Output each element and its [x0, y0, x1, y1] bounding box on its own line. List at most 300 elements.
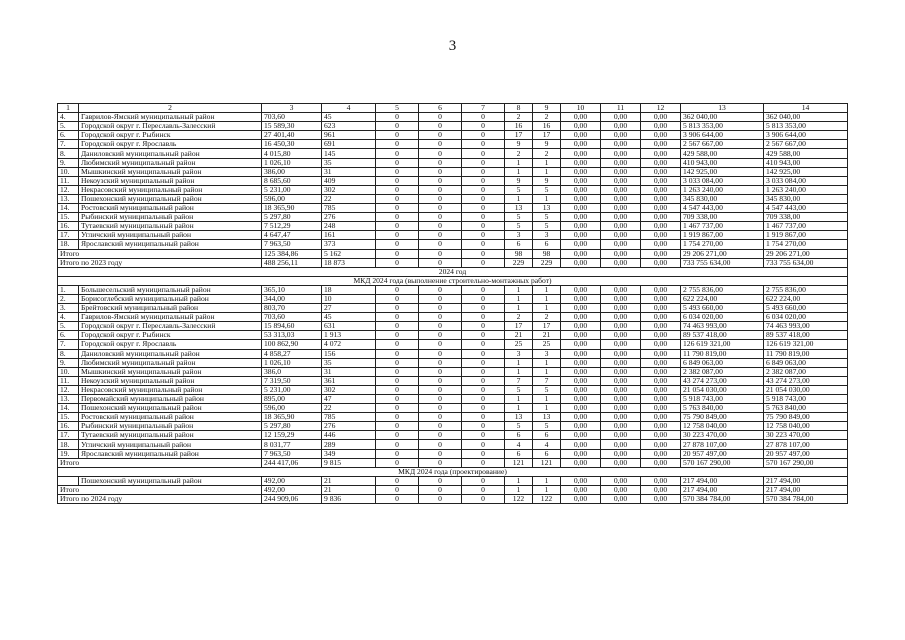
section-title: МКД 2024 года (проектирование) [58, 467, 848, 476]
cell: 16 [505, 122, 533, 131]
cell: 9 836 [322, 495, 376, 504]
cell: 0 [419, 358, 462, 367]
cell: 3 [505, 349, 533, 358]
cell: 2 [505, 149, 533, 158]
table-row [58, 213, 848, 222]
column-number: 1 [58, 104, 79, 113]
cell: 0,00 [561, 476, 601, 485]
cell: 1 [533, 167, 561, 176]
cell: 11. [58, 376, 79, 385]
cell: 1 [533, 304, 561, 313]
cell: 1 [505, 158, 533, 167]
cell: 15. [58, 213, 79, 222]
cell: 596,00 [262, 194, 322, 203]
cell: 7 512,29 [262, 222, 322, 231]
cell: 45 [322, 113, 376, 122]
cell: 0 [419, 285, 462, 294]
cell: 1 919 867,00 [681, 231, 764, 240]
column-number: 11 [601, 104, 641, 113]
cell: 0,00 [641, 222, 681, 231]
cell: 0,00 [561, 185, 601, 194]
cell: 16 [533, 122, 561, 131]
cell: 18 365,90 [262, 413, 322, 422]
cell: 0,00 [641, 131, 681, 140]
cell: 0,00 [601, 285, 641, 294]
cell: 0 [462, 249, 505, 258]
table-row [58, 122, 848, 131]
cell: 345 830,00 [764, 194, 848, 203]
cell: 349 [322, 449, 376, 458]
cell: 0,00 [561, 495, 601, 504]
section-title: 2024 год [58, 267, 848, 276]
cell: 0,00 [561, 340, 601, 349]
table-row [58, 313, 848, 322]
cell: 11. [58, 176, 79, 185]
cell: 0 [462, 304, 505, 313]
cell: 0 [419, 367, 462, 376]
cell: 13 [533, 204, 561, 213]
cell: 7. [58, 140, 79, 149]
cell: 0,00 [641, 122, 681, 131]
cell: 17 [533, 131, 561, 140]
cell: 0 [376, 404, 419, 413]
cell: 386,0 [262, 367, 322, 376]
cell: 0,00 [601, 204, 641, 213]
section-title-row [58, 276, 848, 285]
cell: 0,00 [561, 285, 601, 294]
cell: 0 [419, 449, 462, 458]
cell: 18. [58, 240, 79, 249]
cell: 0 [376, 376, 419, 385]
cell: Некоузский муниципальный район [79, 376, 262, 385]
table-row [58, 167, 848, 176]
cell: Пошехонский муниципальный район [79, 404, 262, 413]
cell: 0 [419, 167, 462, 176]
cell: 12. [58, 385, 79, 394]
cell: 0,00 [641, 385, 681, 394]
cell: 20 957 497,00 [681, 449, 764, 458]
cell: 1 [533, 358, 561, 367]
cell: 0,00 [561, 331, 601, 340]
cell: 276 [322, 422, 376, 431]
cell: 5 [505, 422, 533, 431]
header-row [58, 104, 848, 113]
cell: 344,00 [262, 294, 322, 303]
cell: 0 [376, 231, 419, 240]
cell: 17 [505, 131, 533, 140]
cell: 0 [462, 240, 505, 249]
cell: 8. [58, 149, 79, 158]
column-number: 14 [764, 104, 848, 113]
cell: 121 [533, 458, 561, 467]
cell: 0 [376, 285, 419, 294]
page-number: 3 [448, 38, 457, 54]
cell: 0 [462, 440, 505, 449]
cell: 161 [322, 231, 376, 240]
cell: Первомайский муниципальный район [79, 395, 262, 404]
cell: 0 [419, 431, 462, 440]
table-row [58, 413, 848, 422]
cell: 0 [376, 358, 419, 367]
cell: 5 763 840,00 [681, 404, 764, 413]
cell: 98 [505, 249, 533, 258]
cell: 0 [462, 476, 505, 485]
total-row [58, 485, 848, 494]
cell: 0,00 [561, 140, 601, 149]
cell: 0,00 [641, 349, 681, 358]
cell: Городской округ г. Переславль-Залесский [79, 322, 262, 331]
cell: 0,00 [641, 313, 681, 322]
cell: 570 167 290,00 [681, 458, 764, 467]
cell: 13 [505, 204, 533, 213]
cell: 0 [376, 422, 419, 431]
cell: 0,00 [561, 358, 601, 367]
cell: 1 [505, 194, 533, 203]
cell: 0 [419, 495, 462, 504]
cell: Итого [58, 249, 262, 258]
cell: Городской округ г. Ярославль [79, 140, 262, 149]
cell: 0 [419, 294, 462, 303]
table-row [58, 222, 848, 231]
cell: Даниловский муниципальный район [79, 149, 262, 158]
cell: 4 547 443,00 [764, 204, 848, 213]
cell: 0 [419, 194, 462, 203]
cell: 365,10 [262, 285, 322, 294]
cell: 13 [505, 413, 533, 422]
cell: 156 [322, 349, 376, 358]
cell: 5 231,00 [262, 385, 322, 394]
cell: 9 [533, 140, 561, 149]
cell: 0,00 [641, 322, 681, 331]
cell: 21 [533, 331, 561, 340]
housing-repair-table [57, 103, 848, 504]
cell: 0,00 [601, 304, 641, 313]
cell: 13. [58, 194, 79, 203]
column-number: 4 [322, 104, 376, 113]
cell: Борисоглебский муниципальный район [79, 294, 262, 303]
cell: 0 [462, 376, 505, 385]
cell: 0,00 [601, 131, 641, 140]
cell: 0 [462, 213, 505, 222]
cell: 0 [462, 185, 505, 194]
cell: 4. [58, 313, 79, 322]
cell: 733 755 634,00 [764, 258, 848, 267]
cell: 6 [505, 431, 533, 440]
cell: 429 588,00 [764, 149, 848, 158]
cell: 0,00 [601, 167, 641, 176]
cell: 12 758 040,00 [764, 422, 848, 431]
cell: 0,00 [641, 395, 681, 404]
cell: 0,00 [561, 376, 601, 385]
cell: 0 [462, 294, 505, 303]
cell: 0,00 [561, 440, 601, 449]
cell: 17 [533, 322, 561, 331]
cell: 126 619 321,00 [681, 340, 764, 349]
cell: 0 [419, 404, 462, 413]
cell: 6 034 020,00 [764, 313, 848, 322]
cell: 0 [462, 458, 505, 467]
cell: 623 [322, 122, 376, 131]
cell: 631 [322, 322, 376, 331]
cell: 0,00 [601, 294, 641, 303]
cell: 16. [58, 422, 79, 431]
cell: 0,00 [561, 249, 601, 258]
cell: 10. [58, 367, 79, 376]
total-row [58, 258, 848, 267]
cell: 0,00 [641, 485, 681, 494]
cell: 45 [322, 313, 376, 322]
cell: 75 790 849,00 [681, 413, 764, 422]
cell: 27 878 107,00 [764, 440, 848, 449]
cell: 21 054 030,00 [681, 385, 764, 394]
cell: 9 [533, 176, 561, 185]
cell: 0 [419, 322, 462, 331]
cell: 703,60 [262, 113, 322, 122]
cell: 5 297,80 [262, 213, 322, 222]
cell: 0 [462, 495, 505, 504]
cell: 89 537 418,00 [764, 331, 848, 340]
cell: 0,00 [601, 440, 641, 449]
cell: 0,00 [561, 449, 601, 458]
cell: 9 [505, 176, 533, 185]
table-row [58, 340, 848, 349]
cell: 0,00 [601, 476, 641, 485]
cell: 0 [376, 185, 419, 194]
cell: 6 849 063,00 [681, 358, 764, 367]
cell: 6 [505, 240, 533, 249]
cell: 0 [419, 349, 462, 358]
cell: 0,00 [601, 376, 641, 385]
cell: 5 162 [322, 249, 376, 258]
cell: 5 813 353,00 [681, 122, 764, 131]
cell: 0,00 [641, 431, 681, 440]
cell: 43 274 273,00 [681, 376, 764, 385]
cell: 0 [462, 140, 505, 149]
column-number: 5 [376, 104, 419, 113]
cell: 1. [58, 285, 79, 294]
cell: 1 [505, 485, 533, 494]
cell: 0,00 [601, 367, 641, 376]
cell: 0,00 [601, 249, 641, 258]
cell: 74 463 993,00 [681, 322, 764, 331]
cell: 410 943,00 [764, 158, 848, 167]
cell: 0 [462, 485, 505, 494]
cell: 2 382 087,00 [764, 367, 848, 376]
cell: 0 [376, 131, 419, 140]
cell: 0,00 [561, 113, 601, 122]
cell: 0,00 [561, 294, 601, 303]
cell: 0,00 [561, 149, 601, 158]
cell: 1 [533, 285, 561, 294]
table-row [58, 385, 848, 394]
cell: 5 297,80 [262, 422, 322, 431]
cell: 2 382 087,00 [681, 367, 764, 376]
cell: 0,00 [601, 222, 641, 231]
cell: 803,70 [262, 304, 322, 313]
cell: 0,00 [601, 422, 641, 431]
cell: 0 [462, 176, 505, 185]
cell: 74 463 993,00 [764, 322, 848, 331]
cell: 1 919 867,00 [764, 231, 848, 240]
cell: 0 [376, 140, 419, 149]
cell: 13 [533, 413, 561, 422]
cell: 2 567 667,00 [681, 140, 764, 149]
cell: 0,00 [601, 458, 641, 467]
cell: Итого [58, 485, 262, 494]
cell: 0,00 [641, 113, 681, 122]
table-row [58, 431, 848, 440]
cell: 1 913 [322, 331, 376, 340]
cell: Гаврилов-Ямский муниципальный район [79, 313, 262, 322]
cell: 289 [322, 440, 376, 449]
cell: 276 [322, 213, 376, 222]
cell: 9 [505, 140, 533, 149]
cell: 12 159,29 [262, 431, 322, 440]
cell: Городской округ г. Рыбинск [79, 331, 262, 340]
cell: 2 [533, 113, 561, 122]
cell: Брейтовский муниципальный район [79, 304, 262, 313]
cell: 0,00 [561, 158, 601, 167]
cell: 0 [462, 222, 505, 231]
table-row [58, 395, 848, 404]
table-row [58, 204, 848, 213]
cell: 2 [505, 313, 533, 322]
cell: 29 206 271,00 [764, 249, 848, 258]
cell: 0 [376, 367, 419, 376]
cell: 0 [419, 395, 462, 404]
cell: 0,00 [641, 285, 681, 294]
cell: Некрасовский муниципальный район [79, 185, 262, 194]
cell: 0 [462, 158, 505, 167]
table-row [58, 404, 848, 413]
cell: 0 [462, 431, 505, 440]
cell: 0 [419, 158, 462, 167]
cell: 622 224,00 [764, 294, 848, 303]
cell: 0 [462, 395, 505, 404]
cell: 229 [505, 258, 533, 267]
cell: Городской округ г. Рыбинск [79, 131, 262, 140]
cell: 0,00 [641, 331, 681, 340]
table-row [58, 158, 848, 167]
table-row [58, 422, 848, 431]
cell: 122 [505, 495, 533, 504]
cell: 1 [505, 304, 533, 313]
cell: 17 [505, 322, 533, 331]
cell: 244 909,06 [262, 495, 322, 504]
cell: 0,00 [601, 431, 641, 440]
cell: 7 963,50 [262, 240, 322, 249]
cell: 0 [376, 194, 419, 203]
cell: 0,00 [601, 213, 641, 222]
cell: 0 [376, 331, 419, 340]
cell: 0 [419, 240, 462, 249]
cell: 217 494,00 [681, 476, 764, 485]
cell: 0 [419, 213, 462, 222]
cell: 1 [505, 167, 533, 176]
cell: 0,00 [601, 331, 641, 340]
cell: 596,00 [262, 404, 322, 413]
cell: 5. [58, 322, 79, 331]
cell: 0 [419, 122, 462, 131]
cell: 6 [505, 449, 533, 458]
cell: 0 [376, 249, 419, 258]
cell: 302 [322, 185, 376, 194]
cell: 1 026,10 [262, 358, 322, 367]
cell: 21 054 030,00 [764, 385, 848, 394]
cell: 0,00 [601, 395, 641, 404]
cell: 0 [462, 231, 505, 240]
cell: 12 758 040,00 [681, 422, 764, 431]
cell: 1 467 737,00 [764, 222, 848, 231]
column-number: 7 [462, 104, 505, 113]
cell: 21 [322, 485, 376, 494]
table-row [58, 476, 848, 485]
cell: 0 [419, 304, 462, 313]
cell: Городской округ г. Переславль-Залесский [79, 122, 262, 131]
column-number: 2 [79, 104, 262, 113]
cell: 5. [58, 122, 79, 131]
cell: 27 878 107,00 [681, 440, 764, 449]
cell: 4 547 443,00 [681, 204, 764, 213]
cell: 16 450,30 [262, 140, 322, 149]
column-number: 13 [681, 104, 764, 113]
cell: 142 925,00 [764, 167, 848, 176]
cell: 0,00 [641, 404, 681, 413]
cell: 622 224,00 [681, 294, 764, 303]
cell: 0,00 [561, 349, 601, 358]
cell: 0 [376, 322, 419, 331]
cell: 0,00 [561, 367, 601, 376]
cell: 0 [376, 113, 419, 122]
cell: 0,00 [601, 122, 641, 131]
cell: 1 [533, 158, 561, 167]
cell: 0,00 [641, 304, 681, 313]
cell: Итого по 2023 году [58, 258, 262, 267]
cell: 0 [419, 331, 462, 340]
cell: 6. [58, 331, 79, 340]
cell: 5 [505, 185, 533, 194]
cell: 12. [58, 185, 79, 194]
table-row [58, 240, 848, 249]
cell: 0 [419, 440, 462, 449]
cell: 0,00 [561, 413, 601, 422]
cell: 98 [533, 249, 561, 258]
cell: 785 [322, 204, 376, 213]
cell: 1 263 240,00 [764, 185, 848, 194]
year-title-row [58, 267, 848, 276]
cell: 30 223 470,00 [764, 431, 848, 440]
cell: 4 072 [322, 340, 376, 349]
cell: 2 567 667,00 [764, 140, 848, 149]
cell: 0 [462, 113, 505, 122]
cell: 5 [533, 185, 561, 194]
column-number: 6 [419, 104, 462, 113]
cell: 0 [462, 204, 505, 213]
cell: 446 [322, 431, 376, 440]
cell: 4. [58, 113, 79, 122]
cell: Даниловский муниципальный район [79, 349, 262, 358]
cell: 1 [505, 294, 533, 303]
cell: 0,00 [561, 176, 601, 185]
cell: 35 [322, 158, 376, 167]
cell: 0,00 [641, 185, 681, 194]
column-number: 12 [641, 104, 681, 113]
table-row [58, 331, 848, 340]
cell: 0 [376, 294, 419, 303]
cell: 3. [58, 304, 79, 313]
cell: 5 918 743,00 [681, 395, 764, 404]
cell: 0 [462, 331, 505, 340]
